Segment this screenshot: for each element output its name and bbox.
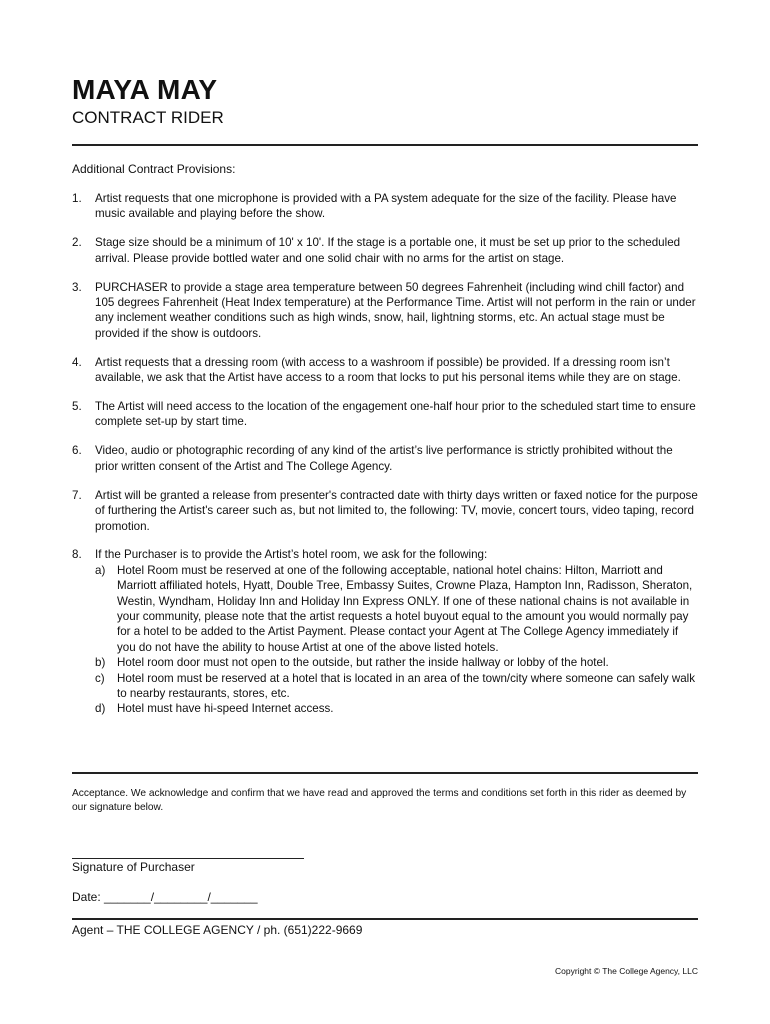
signature-label: Signature of Purchaser [72,860,195,874]
acceptance-statement: Acceptance. We acknowledge and confirm that we have read and approved the terms and conditions set forth in this rider as deemed by our signature below. [72,788,687,813]
subitem-label: b) [95,656,106,670]
provision-8 [72,547,698,716]
provision-body [95,547,698,716]
hotel-requirement-c [95,671,698,702]
copyright-notice: Copyright © The College Agency, LLC [555,966,698,976]
provision-text: PURCHASER to provide a stage area temperature between 50 degrees Fahrenheit (including wind chill factor) and 105 degrees Fahrenheit (Heat Index temperature) at the Performance Time. Artist will not perform in the rain or under any inclement weather conditions such as high winds, snow, hail, lightning storms, etc. An actual stage must be provided if the show is outdoors. [95,280,696,340]
subitem-text: Hotel Room must be reserved at one of the following acceptable, national hotel chains: Hilton, Marriott and Marriott affiliated hotels, Hyatt, Double Tree, Embassy Suites, Crowne Plaza, Hampton Inn, Radisson, Sheraton, Westin, Wyndham, Holiday Inn and Holiday Inn Express ONLY. If one of these national chains is not available in your community, please note that the artist requests a hotel buyout equal to the amount you would normally pay for a hotel to be added to the Artist Payment. Please contact your Agent at The College Agency immediately if you do not have the ability to house Artist at one of the above listed hotels. [117,563,693,654]
provision-number: 7. [72,488,82,502]
provision-4 [72,355,698,386]
provision-number: 5. [72,400,82,414]
subitem-text: Hotel room door must not open to the outside, but rather the inside hallway or lobby of the hotel. [117,656,609,670]
provision-text: Artist will be granted a release from presenter's contracted date with thirty days written or faxed notice for the purpose of furthering the Artist's career such as, but not limited to, the following: TV, movie, concert tours, video taping, record promotion. [95,488,698,533]
provision-5 [72,399,698,430]
hotel-requirement-d [95,701,698,716]
provisions-intro: Additional Contract Provisions: [72,162,236,176]
signature-line [72,858,304,859]
subitem-text: Hotel must have hi-speed Internet access. [117,702,334,716]
provision-3 [72,280,698,342]
provision-number: 4. [72,355,82,369]
acceptance-divider [72,772,698,774]
provision-7 [72,488,698,534]
subitem-label: d) [95,702,106,716]
document-title: MAYA MAY [72,74,218,105]
provision-text: Artist requests that a dressing room (with access to a washroom if possible) be provided. If a dressing room isn’t available, we ask that the Artist have access to a room that locks to put his personal items while they are on stage. [95,355,681,385]
provision-number: 3. [72,280,82,294]
provisions-list [72,191,698,730]
provision-2 [72,235,698,266]
agent-contact: Agent – THE COLLEGE AGENCY / ph. (651)222-9669 [72,923,363,937]
provision-number: 6. [72,444,82,458]
document-subtitle: CONTRACT RIDER [72,108,224,127]
provision-6 [72,443,698,474]
hotel-requirement-a [95,563,698,655]
provision-number: 8. [72,548,82,562]
provision-text: Video, audio or photographic recording of any kind of the artist’s live performance is strictly prohibited without the prior written consent of the Artist and The College Agency. [95,444,673,473]
provision-text: If the Purchaser is to provide the Artist’s hotel room, we ask for the following: [95,548,488,562]
hotel-requirement-b [95,655,698,670]
provision-text: The Artist will need access to the location of the engagement one-half hour prior to the scheduled start time to ensure complete set-up by start time. [95,400,696,429]
subitem-label: c) [95,671,105,685]
date-line: Date: _______/________/_______ [72,890,258,904]
subitem-label: a) [95,563,106,577]
footer-divider [72,918,698,920]
header-divider [72,144,698,146]
provision-text: Stage size should be a minimum of 10' x 10'. If the stage is a portable one, it must be set up prior to the scheduled arrival. Please provide bottled water and one solid chair with no arms for the artist on stage. [95,236,681,265]
subitem-text: Hotel room must be reserved at a hotel that is located in an area of the town/city where someone can safely walk to nearby restaurants, stores, etc. [117,671,696,701]
provision-number: 2. [72,236,82,250]
provision-text: Artist requests that one microphone is provided with a PA system adequate for the size of the facility. Please have music available and playing before the show. [95,192,677,221]
provision-number: 1. [72,192,82,205]
provision-1 [72,191,698,222]
